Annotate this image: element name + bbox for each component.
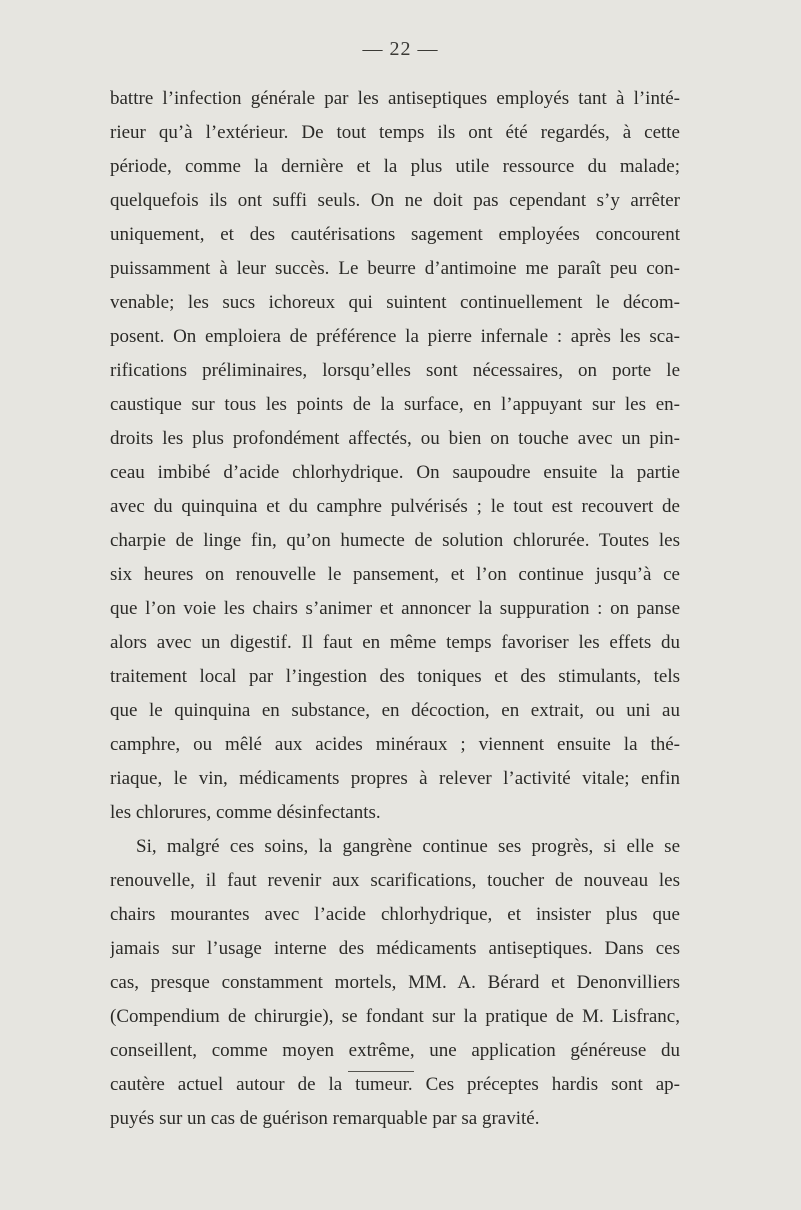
text-line: les chlorures, comme désinfectants. bbox=[110, 802, 381, 823]
text-line: alors avec un digestif. Il faut en même temps favoriser les effets du bbox=[110, 632, 680, 653]
text-line: puissamment à leur succès. Le beurre d’antimoine me paraît peu con- bbox=[110, 258, 680, 279]
text-line: puyés sur un cas de guérison remarquable par sa gravité. bbox=[110, 1108, 540, 1129]
text-line: six heures on renouvelle le pansement, et l’on continue jusqu’à ce bbox=[110, 564, 680, 585]
text-line: chairs mourantes avec l’acide chlorhydrique, et insister plus que bbox=[110, 904, 680, 925]
text-line: caustique sur tous les points de la surface, en l’appuyant sur les en- bbox=[110, 394, 680, 415]
text-line: rieur qu’à l’extérieur. De tout temps ils ont été regardés, à cette bbox=[110, 122, 680, 143]
text-line: Si, malgré ces soins, la gangrène continue ses progrès, si elle se bbox=[136, 836, 680, 857]
text-line: posent. On emploiera de préférence la pierre infernale : après les sca- bbox=[110, 326, 680, 347]
text-line: quelquefois ils ont suffi seuls. On ne doit pas cependant s’y arrêter bbox=[110, 190, 680, 211]
text-line: battre l’infection générale par les antiseptiques employés tant à l’inté- bbox=[110, 88, 680, 109]
text-line: (Compendium de chirurgie), se fondant sur la pratique de M. Lisfranc, bbox=[110, 1006, 680, 1027]
text-line: cautère actuel autour de la tumeur. Ces préceptes hardis sont ap- bbox=[110, 1074, 680, 1095]
text-line: renouvelle, il faut revenir aux scarifications, toucher de nouveau les bbox=[110, 870, 680, 891]
page-number: — 22 — bbox=[362, 38, 439, 60]
text-line: ceau imbibé d’acide chlorhydrique. On saupoudre ensuite la partie bbox=[110, 462, 680, 483]
text-line: cas, presque constamment mortels, MM. A. Bérard et Denonvilliers bbox=[110, 972, 680, 993]
text-line: venable; les sucs ichoreux qui suintent continuellement le décom- bbox=[110, 292, 680, 313]
text-line: droits les plus profondément affectés, ou bien on touche avec un pin- bbox=[110, 428, 680, 449]
text-line: jamais sur l’usage interne des médicaments antiseptiques. Dans ces bbox=[110, 938, 680, 959]
text-line: conseillent, comme moyen extrême, une application généreuse du bbox=[110, 1040, 680, 1061]
text-line: riaque, le vin, médicaments propres à relever l’activité vitale; enfin bbox=[110, 768, 680, 789]
text-line: que l’on voie les chairs s’animer et annoncer la suppuration : on panse bbox=[110, 598, 680, 619]
text-line: avec du quinquina et du camphre pulvérisés ; le tout est recouvert de bbox=[110, 496, 680, 517]
section-divider bbox=[348, 1071, 414, 1072]
text-line: charpie de linge fin, qu’on humecte de solution chlorurée. Toutes les bbox=[110, 530, 680, 551]
text-line: période, comme la dernière et la plus utile ressource du malade; bbox=[110, 156, 680, 177]
text-line: traitement local par l’ingestion des toniques et des stimulants, tels bbox=[110, 666, 680, 687]
body-text bbox=[110, 82, 680, 1136]
text-line: que le quinquina en substance, en décoction, en extrait, ou uni au bbox=[110, 700, 680, 721]
text-line: camphre, ou mêlé aux acides minéraux ; viennent ensuite la thé- bbox=[110, 734, 680, 755]
text-line: uniquement, et des cautérisations sagement employées concourent bbox=[110, 224, 680, 245]
text-line: rifications préliminaires, lorsqu’elles sont nécessaires, on porte le bbox=[110, 360, 680, 381]
